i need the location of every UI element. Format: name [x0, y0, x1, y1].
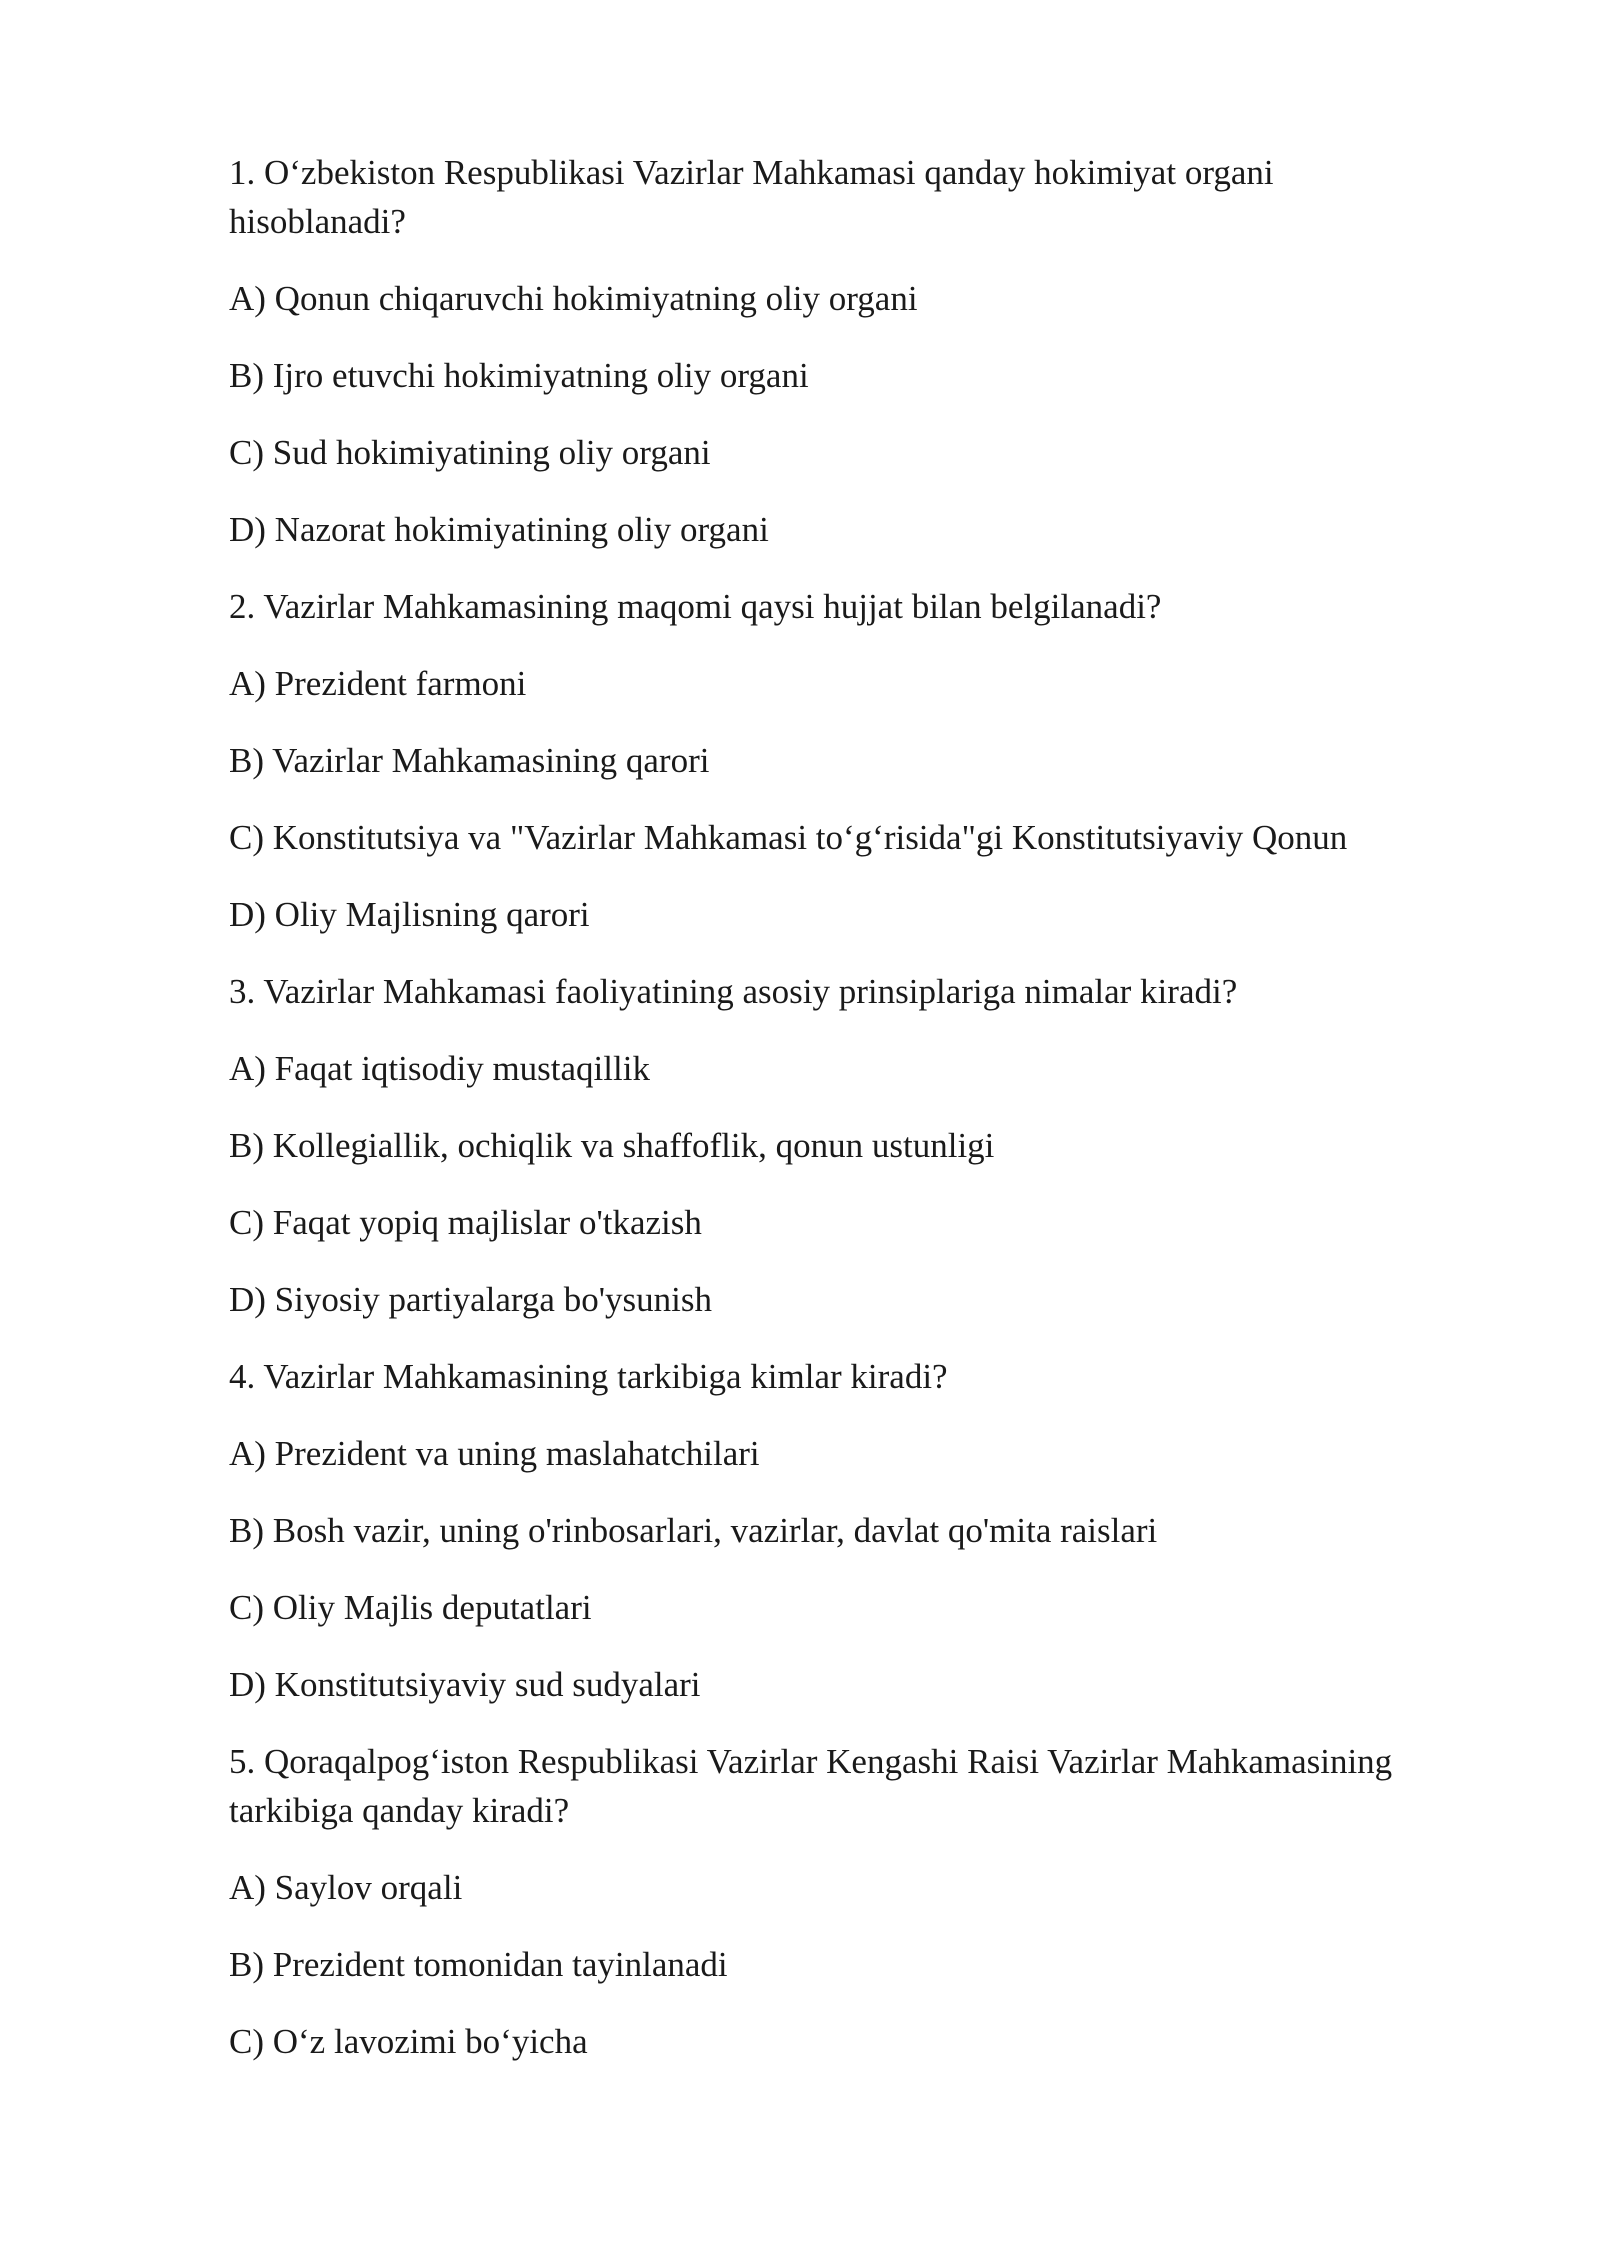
question-2-text: 2. Vazirlar Mahkamasining maqomi qaysi hujjat bilan belgilanadi? — [229, 587, 1162, 626]
document-body — [229, 148, 1449, 2094]
question-4-text: 4. Vazirlar Mahkamasining tarkibiga kimlar kiradi? — [229, 1357, 948, 1396]
question-3-option-c: C) Faqat yopiq majlislar o'tkazish — [229, 1203, 702, 1242]
question-1-option-b: B) Ijro etuvchi hokimiyatning oliy organi — [229, 356, 809, 395]
question-5-option-c: C) O‘z lavozimi bo‘yicha — [229, 2022, 588, 2061]
question-3-text: 3. Vazirlar Mahkamasi faoliyatining asosiy prinsiplariga nimalar kiradi? — [229, 972, 1238, 1011]
question-1-option-a: A) Qonun chiqaruvchi hokimiyatning oliy organi — [229, 279, 918, 318]
question-2-option-c: C) Konstitutsiya va "Vazirlar Mahkamasi to‘g‘risida"gi Konstitutsiyaviy Qonun — [229, 818, 1348, 857]
question-4-option-b: B) Bosh vazir, uning o'rinbosarlari, vazirlar, davlat qo'mita raislari — [229, 1511, 1158, 1550]
question-5-option-b: B) Prezident tomonidan tayinlanadi — [229, 1945, 728, 1984]
question-5-text: 5. Qoraqalpog‘iston Respublikasi Vazirlar Kengashi Raisi Vazirlar Mahkamasining tarkibiga qanday kiradi? — [229, 1742, 1393, 1830]
question-4-option-c: C) Oliy Majlis deputatlari — [229, 1588, 592, 1627]
question-1-option-d: D) Nazorat hokimiyatining oliy organi — [229, 510, 769, 549]
question-5-option-a: A) Saylov orqali — [229, 1868, 463, 1907]
question-2-option-a: A) Prezident farmoni — [229, 664, 527, 703]
question-1-text: 1. O‘zbekiston Respublikasi Vazirlar Mahkamasi qanday hokimiyat organi hisoblanadi? — [229, 153, 1274, 241]
question-2-option-d: D) Oliy Majlisning qarori — [229, 895, 590, 934]
question-4-option-d: D) Konstitutsiyaviy sud sudyalari — [229, 1665, 701, 1704]
question-2-option-b: B) Vazirlar Mahkamasining qarori — [229, 741, 710, 780]
question-4-option-a: A) Prezident va uning maslahatchilari — [229, 1434, 760, 1473]
question-3-option-a: A) Faqat iqtisodiy mustaqillik — [229, 1049, 650, 1088]
question-1-option-c: C) Sud hokimiyatining oliy organi — [229, 433, 711, 472]
question-3-option-d: D) Siyosiy partiyalarga bo'ysunish — [229, 1280, 712, 1319]
question-3-option-b: B) Kollegiallik, ochiqlik va shaffoflik, qonun ustunligi — [229, 1126, 995, 1165]
